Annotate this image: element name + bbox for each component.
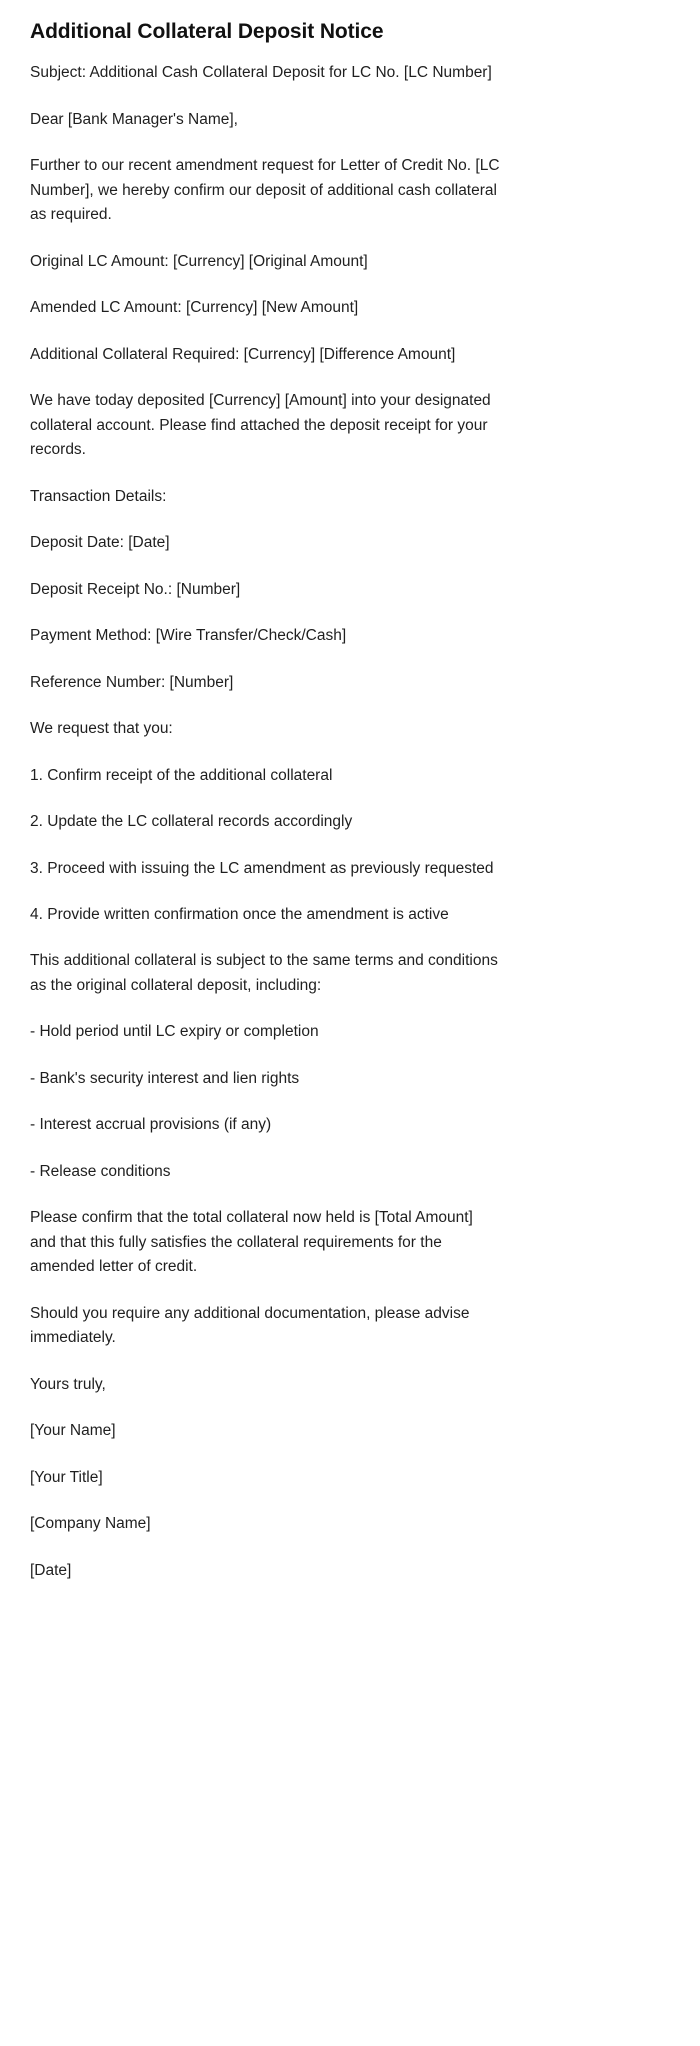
paragraph-term-2: - Bank's security interest and lien rights bbox=[30, 1069, 300, 1087]
paragraph-deposit-note: We have today deposited [Currency] [Amount] into your designated collateral account. Please find attached the deposit receipt for your records. bbox=[30, 392, 491, 459]
paragraph-reference-no: Reference Number: [Number] bbox=[30, 673, 234, 691]
paragraph-term-4: - Release conditions bbox=[30, 1162, 171, 1180]
paragraph-confirm-total: Please confirm that the total collateral now held is [Total Amount] and that this fully satisfies the collateral requirements for the amended letter of credit. bbox=[30, 1209, 473, 1276]
paragraph-salutation: Dear [Bank Manager's Name], bbox=[30, 110, 238, 128]
paragraph-request-1: 1. Confirm receipt of the additional collateral bbox=[30, 766, 333, 784]
paragraph-amended-lc: Amended LC Amount: [Currency] [New Amount] bbox=[30, 299, 359, 317]
paragraph-closing-note: Should you require any additional documentation, please advise immediately. bbox=[30, 1304, 470, 1347]
document-content bbox=[30, 61, 660, 1583]
paragraph-original-lc: Original LC Amount: [Currency] [Original Amount] bbox=[30, 252, 368, 270]
paragraph-request-4: 4. Provide written confirmation once the amendment is active bbox=[30, 905, 449, 923]
paragraph-terms-intro: This additional collateral is subject to the same terms and conditions as the original collateral deposit, including: bbox=[30, 952, 498, 994]
paragraph-sign-off: Yours truly, bbox=[30, 1375, 106, 1393]
paragraph-term-1: - Hold period until LC expiry or completion bbox=[30, 1023, 319, 1041]
paragraph-company-name: [Company Name] bbox=[30, 1515, 151, 1533]
paragraph-additional-req: Additional Collateral Required: [Currency] [Difference Amount] bbox=[30, 345, 456, 363]
paragraph-receipt-no: Deposit Receipt No.: [Number] bbox=[30, 580, 241, 598]
paragraph-your-title: [Your Title] bbox=[30, 1468, 103, 1486]
paragraph-subject: Subject: Additional Cash Collateral Deposit for LC No. [LC Number] bbox=[30, 64, 492, 82]
paragraph-deposit-date: Deposit Date: [Date] bbox=[30, 534, 170, 552]
paragraph-date: [Date] bbox=[30, 1561, 72, 1579]
paragraph-payment-method: Payment Method: [Wire Transfer/Check/Cash] bbox=[30, 627, 347, 645]
page-title: Additional Collateral Deposit Notice bbox=[30, 20, 384, 43]
paragraph-your-name: [Your Name] bbox=[30, 1422, 116, 1440]
paragraph-term-3: - Interest accrual provisions (if any) bbox=[30, 1116, 272, 1134]
paragraph-intro: Further to our recent amendment request for Letter of Credit No. [LC Number], we hereby confirm our deposit of additional cash collateral as required. bbox=[30, 157, 500, 224]
paragraph-request-3: 3. Proceed with issuing the LC amendment as previously requested bbox=[30, 859, 494, 877]
paragraph-request-2: 2. Update the LC collateral records accordingly bbox=[30, 813, 353, 831]
paragraph-request-intro: We request that you: bbox=[30, 720, 173, 738]
paragraph-txn-heading: Transaction Details: bbox=[30, 487, 167, 505]
